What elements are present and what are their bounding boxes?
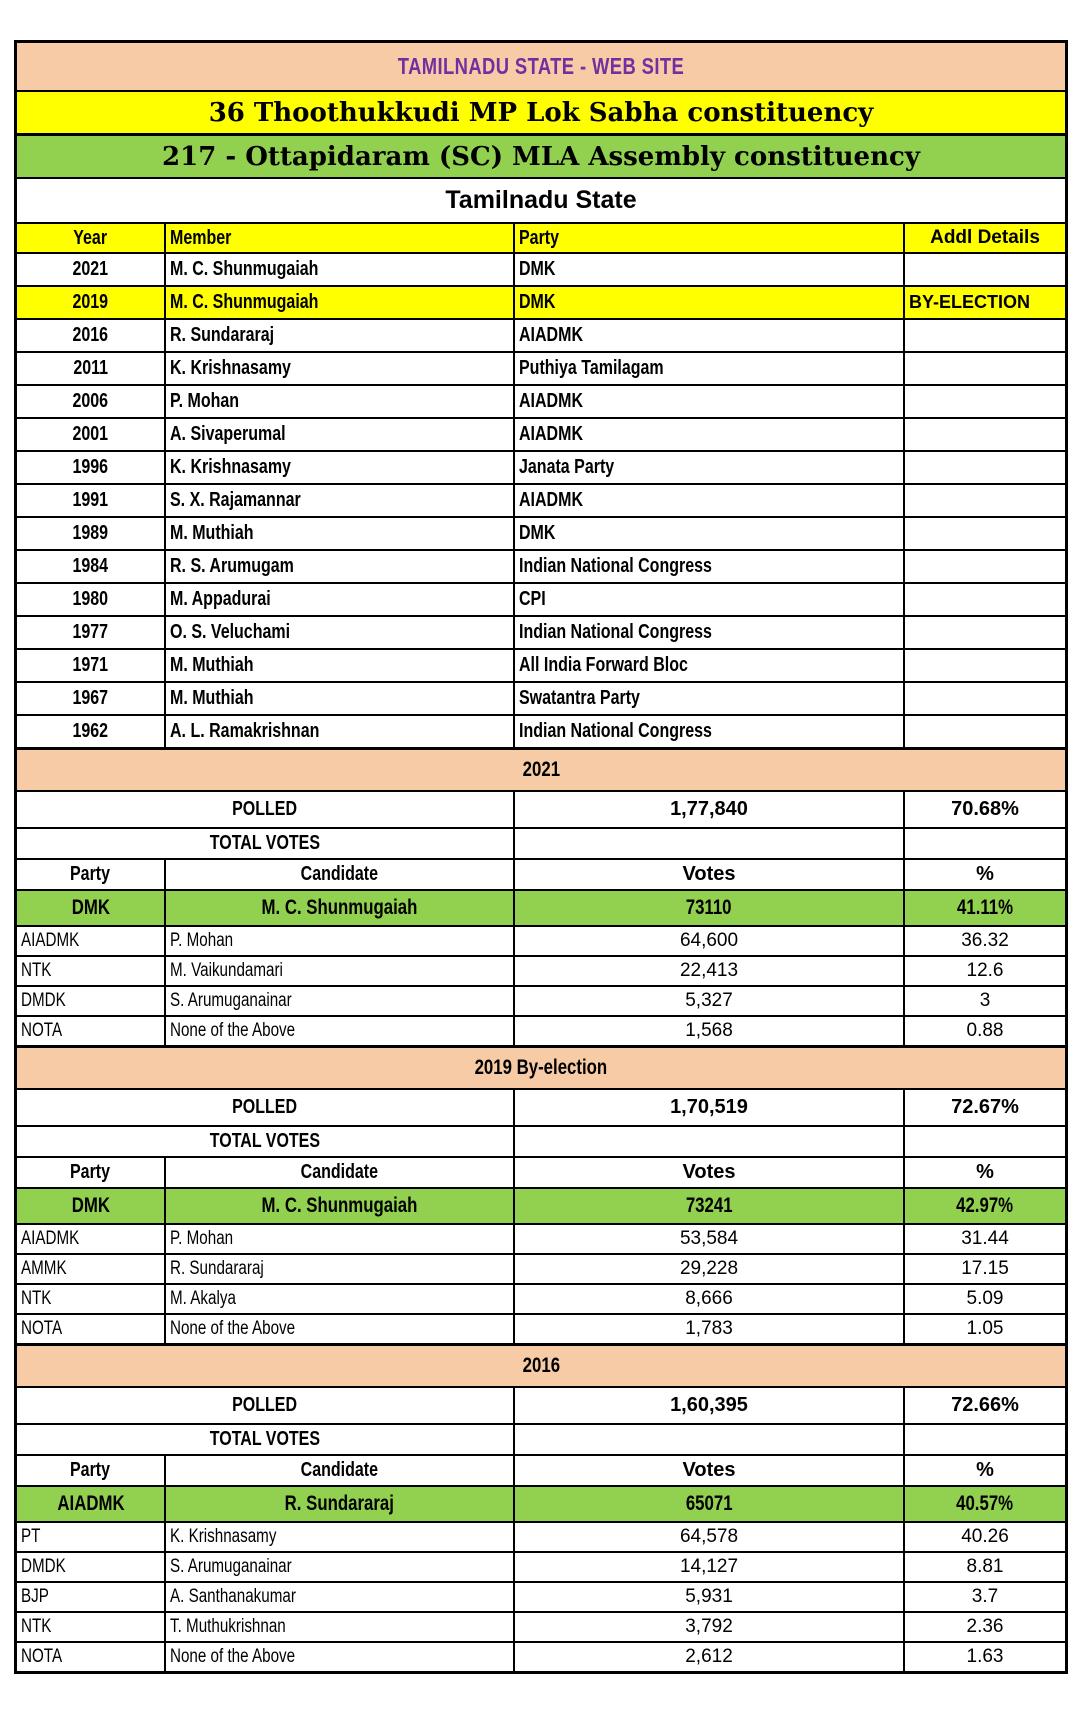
polled-row xyxy=(17,1088,1065,1125)
candidate-cell: R. Sundararaj xyxy=(164,1487,513,1521)
party-cell: Indian National Congress xyxy=(513,617,903,648)
section-title-row xyxy=(17,747,1065,790)
results-header-candidate: Candidate xyxy=(164,1456,513,1485)
year-cell: 1984 xyxy=(72,555,109,577)
year-cell: 1977 xyxy=(72,621,109,643)
party-cell: CPI xyxy=(513,584,903,615)
pct-cell: 42.97% xyxy=(903,1189,1065,1223)
votes-cell: 5,931 xyxy=(513,1583,903,1611)
total-votes-label: TOTAL VOTES xyxy=(209,1130,321,1152)
party-cell: DMK xyxy=(71,1194,110,1217)
state-title-cell xyxy=(17,179,1065,222)
candidate-cell: None of the Above xyxy=(164,1315,513,1343)
results-header-votes: Votes xyxy=(513,1456,903,1485)
results-header-pct: % xyxy=(903,1456,1065,1485)
polled-row xyxy=(17,790,1065,827)
history-header-member: Member xyxy=(164,224,513,252)
pct-cell: 40.57% xyxy=(903,1487,1065,1521)
member-cell: M. Muthiah xyxy=(164,650,513,681)
votes-cell: 73241 xyxy=(513,1189,903,1223)
result-row xyxy=(17,1551,1065,1581)
addl-details-cell: BY-ELECTION xyxy=(903,287,1065,318)
history-row xyxy=(17,252,1065,285)
candidate-cell: P. Mohan xyxy=(164,927,513,955)
addl-details-cell xyxy=(903,353,1065,384)
party-cell: AIADMK xyxy=(513,419,903,450)
party-cell: Puthiya Tamilagam xyxy=(513,353,903,384)
party-cell: Indian National Congress xyxy=(513,716,903,747)
polled-pct: 72.66% xyxy=(903,1388,1065,1423)
candidate-cell: P. Mohan xyxy=(164,1225,513,1253)
addl-details-cell xyxy=(903,518,1065,549)
addl-details-cell xyxy=(903,551,1065,582)
results-header-candidate: Candidate xyxy=(164,860,513,889)
results-header-row xyxy=(17,858,1065,889)
year-cell: 2011 xyxy=(73,357,108,379)
history-header-year: Year xyxy=(73,226,108,249)
votes-cell: 22,413 xyxy=(513,957,903,985)
result-row xyxy=(17,1641,1065,1671)
member-cell: S. X. Rajamannar xyxy=(164,485,513,516)
candidate-cell: S. Arumuganainar xyxy=(164,1553,513,1581)
addl-details-cell xyxy=(903,683,1065,714)
pct-cell: 5.09 xyxy=(903,1285,1065,1313)
votes-cell: 73110 xyxy=(513,891,903,925)
pct-cell: 40.26 xyxy=(903,1523,1065,1551)
member-cell: A. Sivaperumal xyxy=(164,419,513,450)
addl-details-cell xyxy=(903,485,1065,516)
addl-details-cell xyxy=(903,386,1065,417)
polled-label: POLLED xyxy=(232,1394,298,1416)
member-cell: M. Muthiah xyxy=(164,683,513,714)
party-cell: NTK xyxy=(21,1616,52,1637)
history-row xyxy=(17,681,1065,714)
party-cell: AIADMK xyxy=(56,1492,125,1515)
year-cell: 1967 xyxy=(72,687,109,709)
polled-votes: 1,70,519 xyxy=(513,1090,903,1125)
result-row-winner xyxy=(17,1187,1065,1223)
total-votes-row xyxy=(17,1423,1065,1454)
section-title: 2021 xyxy=(522,758,560,781)
results-header-candidate: Candidate xyxy=(164,1158,513,1187)
votes-cell: 14,127 xyxy=(513,1553,903,1581)
votes-cell: 1,783 xyxy=(513,1315,903,1343)
history-row xyxy=(17,648,1065,681)
mp-constituency-cell xyxy=(17,92,1065,133)
candidate-cell: None of the Above xyxy=(164,1643,513,1671)
history-header-addl: Addl Details xyxy=(903,224,1065,252)
history-row xyxy=(17,417,1065,450)
results-header-pct: % xyxy=(903,860,1065,889)
section-title-row xyxy=(17,1045,1065,1088)
party-cell: DMDK xyxy=(21,1556,66,1577)
total-votes-value xyxy=(513,829,903,858)
history-row xyxy=(17,285,1065,318)
addl-details-cell xyxy=(903,254,1065,285)
party-cell: AIADMK xyxy=(21,930,80,951)
year-cell: 1989 xyxy=(72,522,109,544)
member-cell: M. C. Shunmugaiah xyxy=(164,287,513,318)
votes-cell: 8,666 xyxy=(513,1285,903,1313)
year-cell: 2006 xyxy=(72,390,109,412)
results-header-party: Party xyxy=(70,863,111,885)
member-cell: M. C. Shunmugaiah xyxy=(164,254,513,285)
year-cell: 2019 xyxy=(72,291,109,313)
site-title: TAMILNADU STATE - WEB SITE xyxy=(397,53,685,79)
history-row xyxy=(17,516,1065,549)
pct-cell: 36.32 xyxy=(903,927,1065,955)
party-cell: NOTA xyxy=(21,1646,63,1667)
candidate-cell: M. C. Shunmugaiah xyxy=(164,891,513,925)
votes-cell: 5,327 xyxy=(513,987,903,1015)
history-row xyxy=(17,450,1065,483)
party-cell: AMMK xyxy=(21,1258,67,1279)
year-cell: 2001 xyxy=(72,423,109,445)
member-cell: M. Appadurai xyxy=(164,584,513,615)
party-cell: DMK xyxy=(71,896,110,919)
result-row xyxy=(17,985,1065,1015)
pct-cell: 31.44 xyxy=(903,1225,1065,1253)
party-cell: DMK xyxy=(513,287,903,318)
pct-cell: 8.81 xyxy=(903,1553,1065,1581)
pct-cell: 1.05 xyxy=(903,1315,1065,1343)
votes-cell: 2,612 xyxy=(513,1643,903,1671)
result-row xyxy=(17,1253,1065,1283)
addl-details-cell xyxy=(903,650,1065,681)
result-row xyxy=(17,1581,1065,1611)
candidate-cell: A. Santhanakumar xyxy=(164,1583,513,1611)
year-cell: 1962 xyxy=(72,720,109,742)
candidate-cell: M. C. Shunmugaiah xyxy=(164,1189,513,1223)
addl-details-cell xyxy=(903,584,1065,615)
results-header-party: Party xyxy=(70,1161,111,1183)
addl-details-cell xyxy=(903,617,1065,648)
mp-constituency-title: 36 Thoothukkudi MP Lok Sabha constituency xyxy=(208,97,874,128)
state-title-row xyxy=(17,177,1065,222)
pct-cell: 17.15 xyxy=(903,1255,1065,1283)
total-votes-label: TOTAL VOTES xyxy=(209,832,321,854)
pct-cell: 0.88 xyxy=(903,1017,1065,1045)
pct-cell: 3.7 xyxy=(903,1583,1065,1611)
addl-details-cell xyxy=(903,452,1065,483)
results-header-row xyxy=(17,1454,1065,1485)
party-cell: Janata Party xyxy=(513,452,903,483)
pct-cell: 41.11% xyxy=(903,891,1065,925)
section-title-row xyxy=(17,1343,1065,1386)
candidate-cell: K. Krishnasamy xyxy=(164,1523,513,1551)
history-row xyxy=(17,615,1065,648)
result-row xyxy=(17,1223,1065,1253)
year-cell: 1980 xyxy=(72,588,109,610)
site-title-cell xyxy=(17,43,1065,90)
votes-cell: 64,600 xyxy=(513,927,903,955)
results-header-party: Party xyxy=(70,1459,111,1481)
result-row xyxy=(17,1313,1065,1343)
candidate-cell: R. Sundararaj xyxy=(164,1255,513,1283)
year-cell: 2021 xyxy=(72,258,109,280)
candidate-cell: T. Muthukrishnan xyxy=(164,1613,513,1641)
history-row xyxy=(17,714,1065,747)
polled-label: POLLED xyxy=(232,798,298,820)
party-cell: DMDK xyxy=(21,990,66,1011)
section-title: 2019 By-election xyxy=(474,1056,608,1079)
member-cell: P. Mohan xyxy=(164,386,513,417)
party-cell: Swatantra Party xyxy=(513,683,903,714)
member-cell: R. Sundararaj xyxy=(164,320,513,351)
result-row-winner xyxy=(17,889,1065,925)
addl-details-cell xyxy=(903,419,1065,450)
polled-votes: 1,77,840 xyxy=(513,792,903,827)
mp-constituency-row xyxy=(17,90,1065,133)
mla-constituency-row xyxy=(17,133,1065,177)
result-row xyxy=(17,1611,1065,1641)
party-cell: NOTA xyxy=(21,1318,63,1339)
party-cell: AIADMK xyxy=(513,386,903,417)
section-title: 2016 xyxy=(522,1354,560,1377)
history-row xyxy=(17,483,1065,516)
pct-cell: 3 xyxy=(903,987,1065,1015)
member-cell: M. Muthiah xyxy=(164,518,513,549)
member-cell: O. S. Veluchami xyxy=(164,617,513,648)
polled-pct: 70.68% xyxy=(903,792,1065,827)
polled-label: POLLED xyxy=(232,1096,298,1118)
member-cell: K. Krishnasamy xyxy=(164,353,513,384)
total-votes-value xyxy=(513,1425,903,1454)
votes-cell: 29,228 xyxy=(513,1255,903,1283)
year-cell: 1996 xyxy=(72,456,109,478)
party-cell: DMK xyxy=(513,518,903,549)
result-row xyxy=(17,955,1065,985)
result-row xyxy=(17,1283,1065,1313)
site-title-row xyxy=(17,43,1065,90)
result-row-winner xyxy=(17,1485,1065,1521)
year-cell: 2016 xyxy=(72,324,109,346)
candidate-cell: M. Akalya xyxy=(164,1285,513,1313)
results-header-votes: Votes xyxy=(513,1158,903,1187)
member-cell: K. Krishnasamy xyxy=(164,452,513,483)
party-cell: All India Forward Bloc xyxy=(513,650,903,681)
history-row xyxy=(17,384,1065,417)
history-row xyxy=(17,549,1065,582)
votes-cell: 53,584 xyxy=(513,1225,903,1253)
history-row xyxy=(17,318,1065,351)
total-votes-pct xyxy=(903,1425,1065,1454)
mla-constituency-title: 217 - Ottapidaram (SC) MLA Assembly constituency xyxy=(162,141,920,172)
state-title: Tamilnadu State xyxy=(445,186,637,214)
party-cell: Indian National Congress xyxy=(513,551,903,582)
pct-cell: 2.36 xyxy=(903,1613,1065,1641)
party-cell: AIADMK xyxy=(513,485,903,516)
result-row xyxy=(17,925,1065,955)
pct-cell: 1.63 xyxy=(903,1643,1065,1671)
total-votes-pct xyxy=(903,829,1065,858)
pct-cell: 12.6 xyxy=(903,957,1065,985)
party-cell: PT xyxy=(21,1526,41,1547)
party-cell: NTK xyxy=(21,960,52,981)
results-header-pct: % xyxy=(903,1158,1065,1187)
candidate-cell: None of the Above xyxy=(164,1017,513,1045)
party-cell: AIADMK xyxy=(21,1228,80,1249)
results-header-votes: Votes xyxy=(513,860,903,889)
votes-cell: 3,792 xyxy=(513,1613,903,1641)
result-row xyxy=(17,1015,1065,1045)
candidate-cell: S. Arumuganainar xyxy=(164,987,513,1015)
year-cell: 1991 xyxy=(72,489,109,511)
history-header-row xyxy=(17,222,1065,252)
results-header-row xyxy=(17,1156,1065,1187)
history-header-party: Party xyxy=(513,224,903,252)
polled-pct: 72.67% xyxy=(903,1090,1065,1125)
member-cell: R. S. Arumugam xyxy=(164,551,513,582)
party-cell: DMK xyxy=(513,254,903,285)
party-cell: NTK xyxy=(21,1288,52,1309)
total-votes-row xyxy=(17,827,1065,858)
votes-cell: 1,568 xyxy=(513,1017,903,1045)
total-votes-pct xyxy=(903,1127,1065,1156)
polled-row xyxy=(17,1386,1065,1423)
total-votes-label: TOTAL VOTES xyxy=(209,1428,321,1450)
mla-constituency-cell xyxy=(17,136,1065,177)
total-votes-value xyxy=(513,1127,903,1156)
candidate-cell: M. Vaikundamari xyxy=(164,957,513,985)
year-cell: 1971 xyxy=(72,654,109,676)
history-row xyxy=(17,582,1065,615)
party-cell: NOTA xyxy=(21,1020,63,1041)
election-table xyxy=(14,40,1068,1674)
polled-votes: 1,60,395 xyxy=(513,1388,903,1423)
addl-details-cell xyxy=(903,320,1065,351)
member-cell: A. L. Ramakrishnan xyxy=(164,716,513,747)
votes-cell: 65071 xyxy=(513,1487,903,1521)
addl-details-cell xyxy=(903,716,1065,747)
history-row xyxy=(17,351,1065,384)
party-cell: BJP xyxy=(21,1586,49,1607)
party-cell: AIADMK xyxy=(513,320,903,351)
result-row xyxy=(17,1521,1065,1551)
total-votes-row xyxy=(17,1125,1065,1156)
votes-cell: 64,578 xyxy=(513,1523,903,1551)
